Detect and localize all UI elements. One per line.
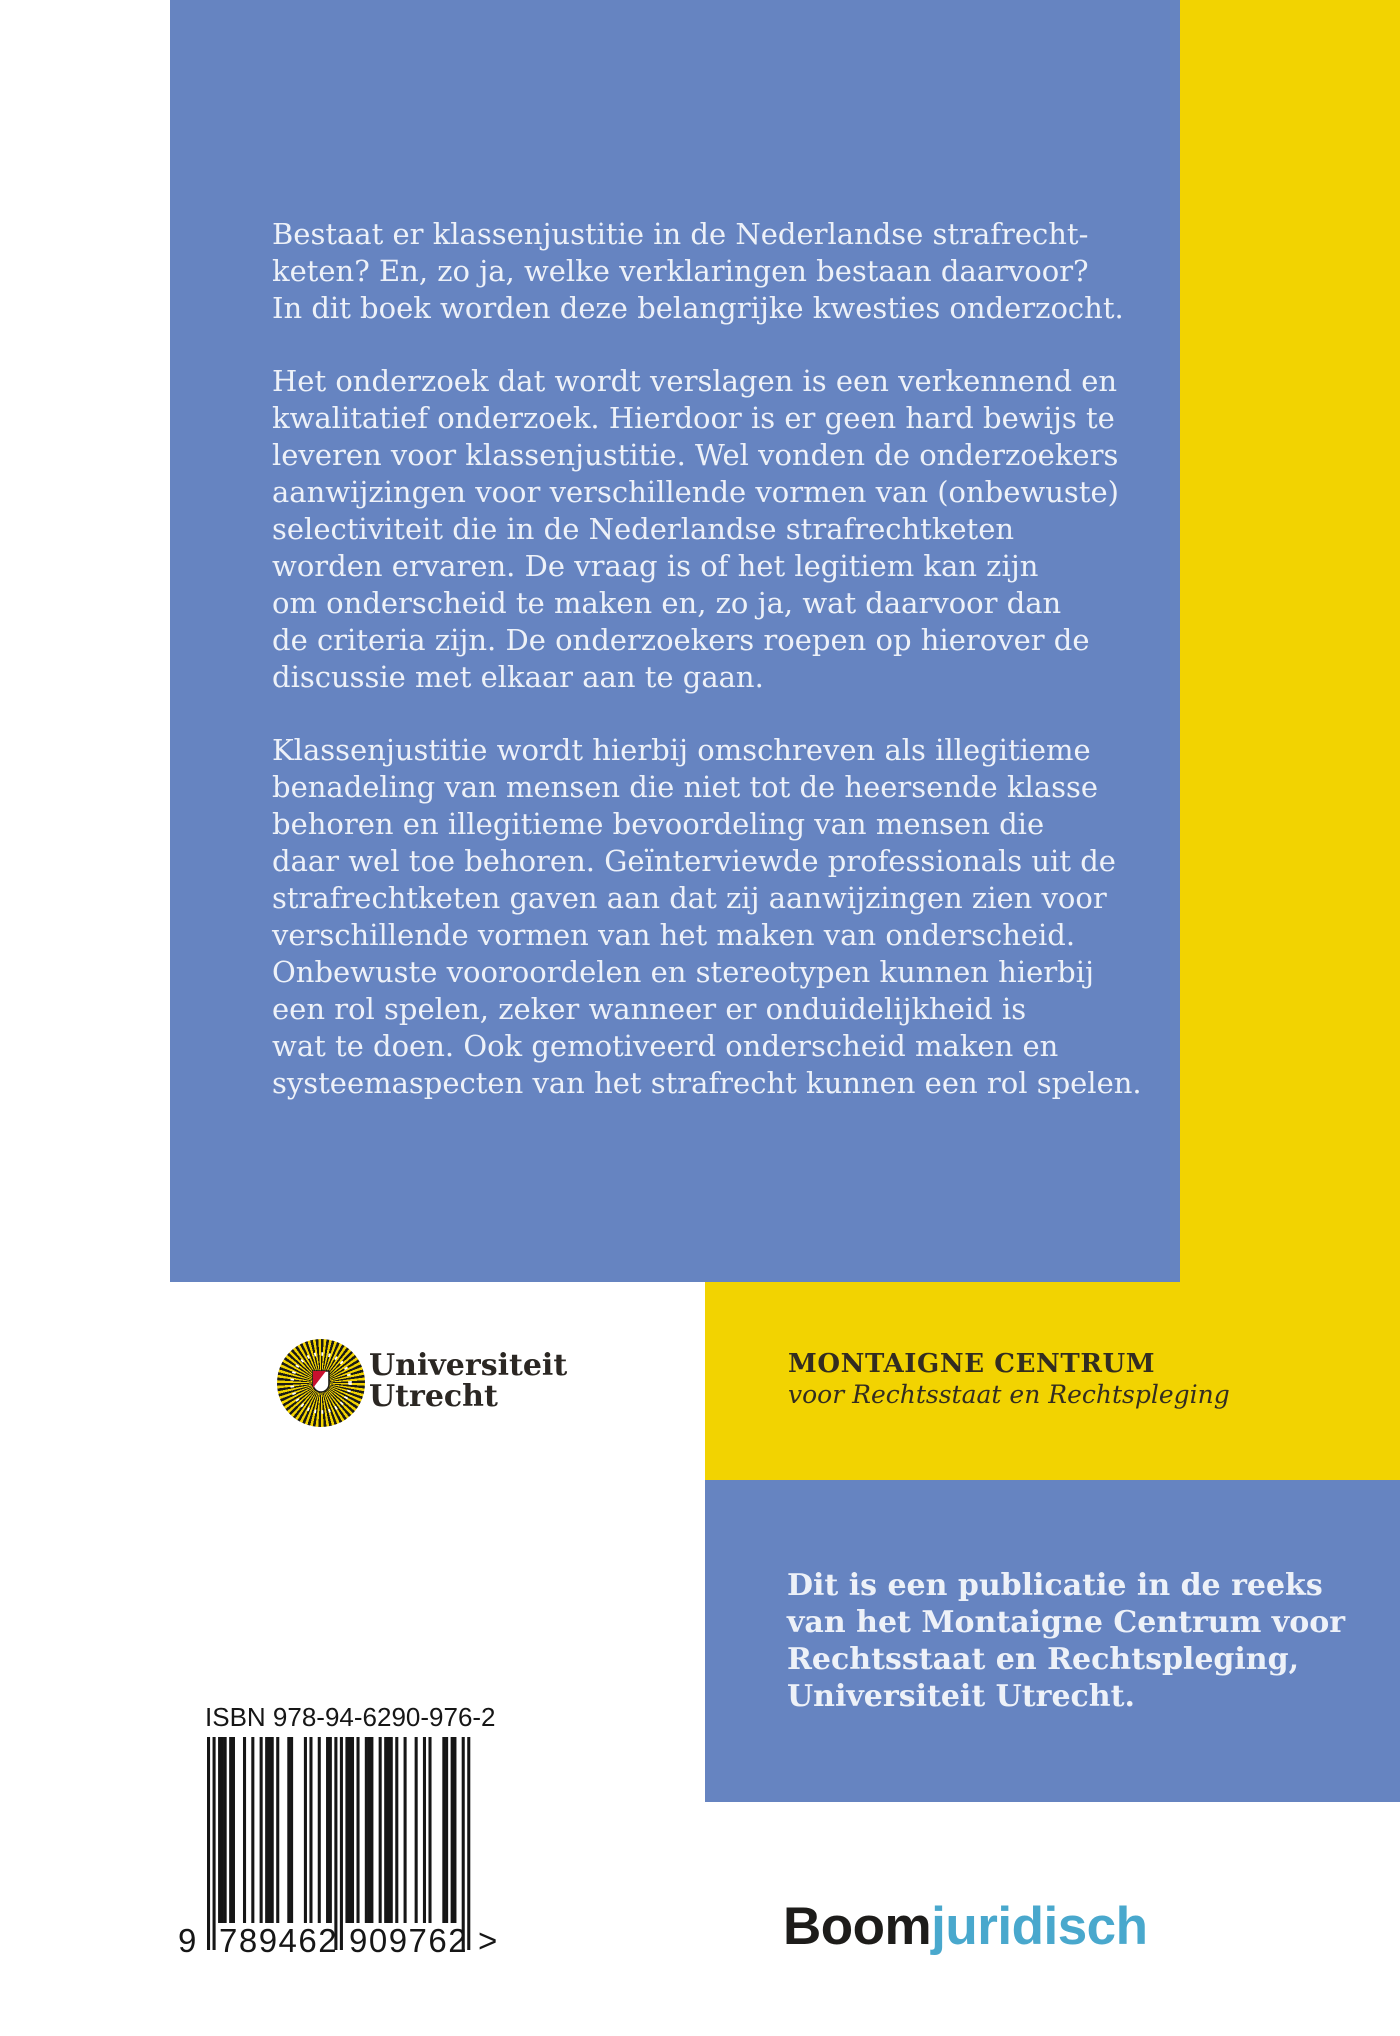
text-line: strafrechtketen gaven aan dat zij aanwijzingen zien voor	[272, 881, 1107, 915]
series-note-text	[787, 1567, 1345, 1715]
universiteit-utrecht-logo	[277, 1339, 697, 1439]
text-line: Universiteit Utrecht.	[787, 1679, 1135, 1714]
synopsis-text	[272, 216, 1152, 1138]
montaigne-centrum-subtitle: voor Rechtsstaat en Rechtspleging	[788, 1380, 1230, 1409]
text-line: daar wel toe behoren. Geïnterviewde professionals uit de	[272, 844, 1116, 878]
text-line: In dit boek worden deze belangrijke kwesties onderzocht.	[272, 291, 1124, 325]
series-note-panel	[705, 1480, 1400, 1802]
publisher-logo	[783, 1896, 1148, 1957]
text-line: leveren voor klassenjustitie. Wel vonden de onderzoekers	[272, 438, 1119, 472]
yellow-right-column	[1180, 0, 1400, 1480]
synopsis-paragraph-3	[272, 732, 1152, 1102]
text-line: kwalitatief onderzoek. Hierdoor is er geen hard bewijs te	[272, 401, 1115, 435]
uu-wordmark-line1: Universiteit	[369, 1348, 568, 1383]
isbn-label: ISBN 978-94-6290-976-2	[205, 1702, 496, 1732]
publisher-name-juridisch: juridisch	[931, 1897, 1148, 1956]
isbn-block	[178, 1702, 518, 1962]
text-line: de criteria zijn. De onderzoekers roepen op hierover de	[272, 623, 1090, 657]
barcode-end-marker: >	[478, 1922, 499, 1959]
barcode-digits	[178, 1922, 518, 1962]
text-line: worden ervaren. De vraag is of het legitiem kan zijn	[272, 549, 1039, 583]
synopsis-paragraph-2	[272, 363, 1152, 696]
text-line: Dit is een publicatie in de reeks	[787, 1568, 1323, 1603]
uu-wordmark	[369, 1350, 567, 1412]
publisher-name-boom: Boom	[783, 1897, 932, 1956]
text-line: discussie met elkaar aan te gaan.	[272, 660, 764, 694]
text-line: Onbewuste vooroordelen en stereotypen kunnen hierbij	[272, 955, 1094, 989]
barcode-system-digit: 9	[178, 1922, 198, 1959]
text-line: Bestaat er klassenjustitie in de Nederlandse strafrecht-	[272, 217, 1089, 251]
text-line: Het onderzoek dat wordt verslagen is een verkennend en	[272, 364, 1118, 398]
text-line: om onderscheid te maken en, zo ja, wat daarvoor dan	[272, 586, 1062, 620]
montaigne-centrum-band	[705, 1282, 1400, 1480]
uu-sun-detail	[277, 1339, 365, 1427]
text-line: benadeling van mensen die niet tot de heersende klasse	[272, 770, 1099, 804]
text-line: selectiviteit die in de Nederlandse strafrechtketen	[272, 512, 1015, 546]
text-line: aanwijzingen voor verschillende vormen van (onbewuste)	[272, 475, 1119, 509]
barcode-group2: 909762	[349, 1922, 469, 1959]
text-line: keten? En, zo ja, welke verklaringen bestaan daarvoor?	[272, 254, 1089, 288]
text-line: Klassenjustitie wordt hierbij omschreven als illegitieme	[272, 733, 1091, 767]
synopsis-paragraph-1	[272, 216, 1152, 327]
text-line: een rol spelen, zeker wanneer er onduidelijkheid is	[272, 992, 1027, 1026]
text-line: verschillende vormen van het maken van onderscheid.	[272, 918, 1076, 952]
text-line: van het Montaigne Centrum voor	[787, 1605, 1346, 1640]
text-line: Rechtsstaat en Rechtspleging,	[787, 1642, 1300, 1677]
text-line: systeemaspecten van het strafrecht kunnen een rol spelen.	[272, 1066, 1142, 1100]
synopsis-panel	[170, 0, 1180, 1282]
text-line: behoren en illegitieme bevoordeling van mensen die	[272, 807, 1045, 841]
uu-sun-icon	[277, 1339, 365, 1427]
uu-wordmark-line2: Utrecht	[369, 1379, 498, 1414]
ean13-barcode	[207, 1737, 473, 1951]
barcode-group1: 789462	[219, 1922, 339, 1959]
montaigne-centrum-logotype	[788, 1350, 1230, 1409]
montaigne-centrum-title: MONTAIGNE CENTRUM	[788, 1349, 1156, 1379]
text-line: wat te doen. Ook gemotiveerd onderscheid maken en	[272, 1029, 1059, 1063]
uu-shield-icon	[313, 1371, 329, 1392]
